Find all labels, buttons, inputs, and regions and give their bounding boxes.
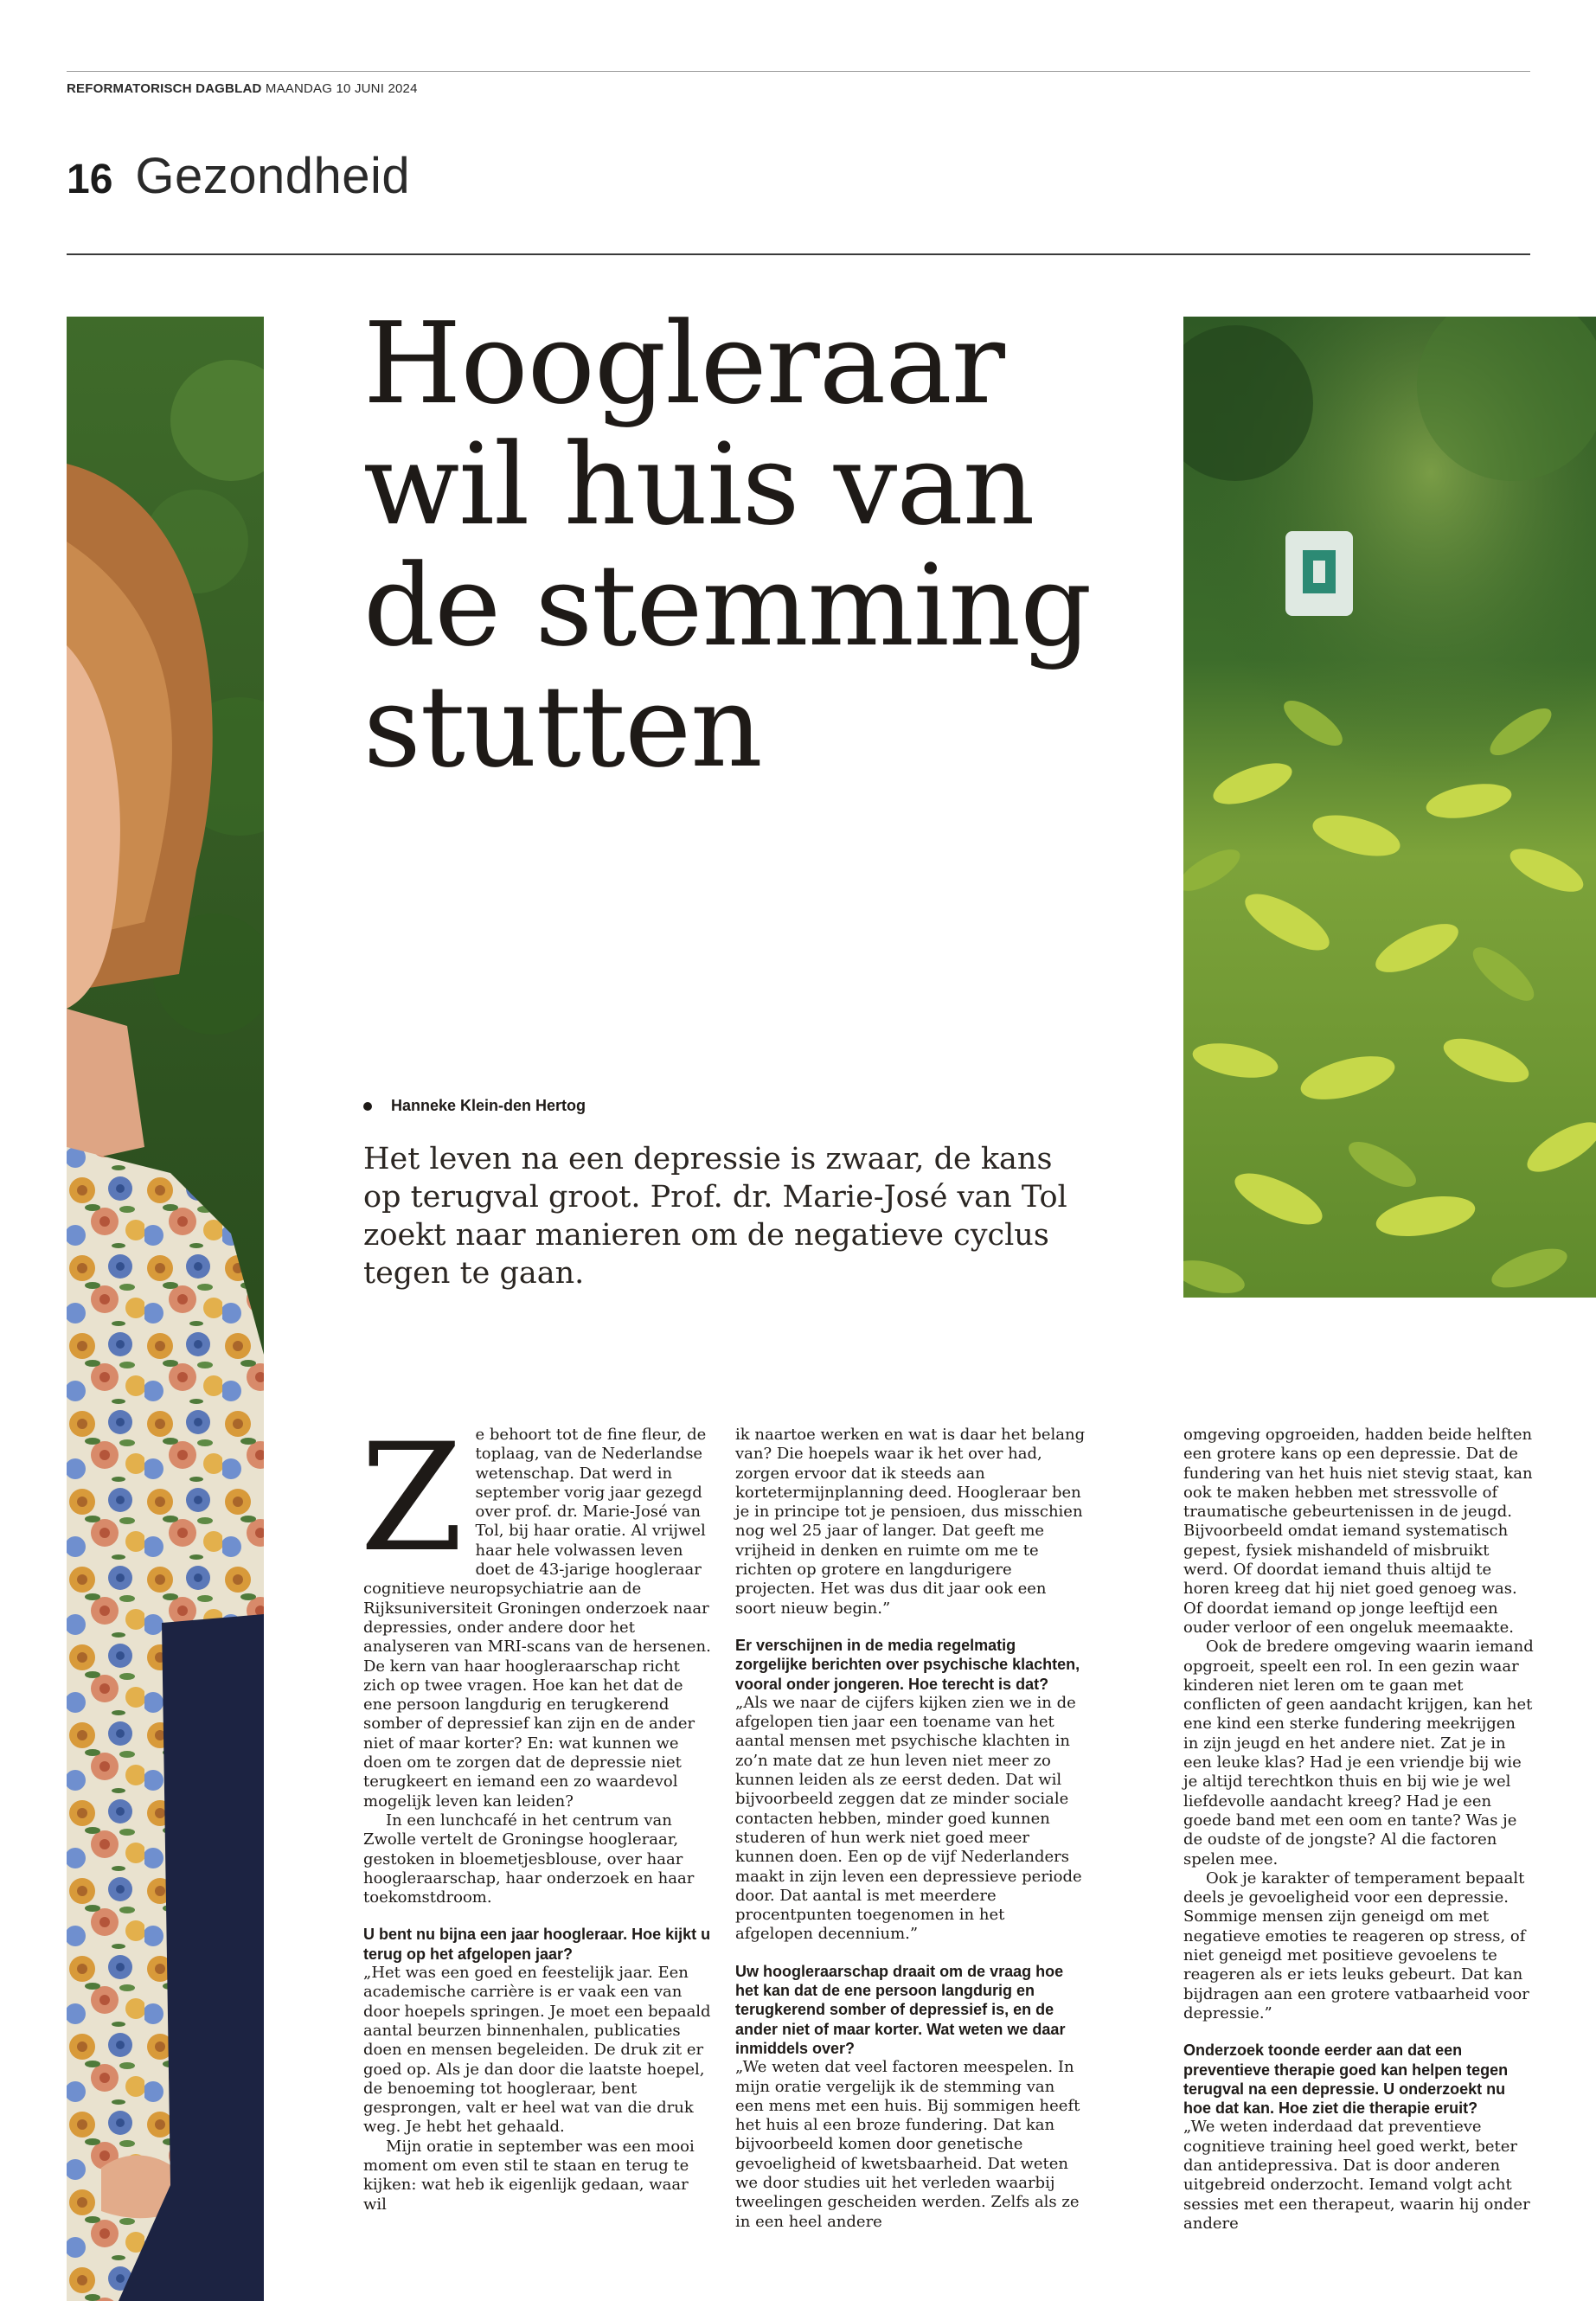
interview-question: Er verschijnen in de media regelmatig zorgelijke berichten over psychische klachten, vooral onder jongeren. Hoe terecht is dat?	[735, 1636, 1080, 1693]
headline-line: de stemming	[363, 540, 1092, 671]
body-paragraph: Ook de bredere omgeving waarin iemand opgroeit, speelt een rol. In een gezin waar kinderen niet leren om te gaan met conflicten of geen aandacht krijgen, kan het ene kind een sterke fundering meekrijgen in zijn jeugd en het andere niet. Zat je in een leuke klas? Had je een vriendje bij wie je altijd terechtkon thuis en bij wie je wel liefdevolle aandacht kreeg? Had je een goede band met een oom en tante? Was je de oudste of de jongste? Al die factoren spelen mee.	[1183, 1638, 1534, 1868]
issue-date: MAANDAG 10 JUNI 2024	[265, 81, 418, 96]
section-name: Gezondheid	[135, 148, 411, 204]
section-header	[67, 147, 411, 204]
interview-question: Onderzoek toonde eerder aan dat een preventieve therapie goed kan helpen tegen terugval na een depressie. U onderzoekt nu hoe dat kan. Hoe ziet die therapie eruit?	[1183, 2041, 1509, 2118]
body-paragraph: omgeving opgroeiden, hadden beide helften een grotere kans op een depressie. Dat de fundering van het huis niet stevig staat, kan ook te maken hebben met stressvolle of traumatische gebeurtenissen in de jeugd. Bijvoorbeeld omdat iemand systematisch gepest, fysiek mishandeld of misbruikt werd. Of doordat iemand thuis altijd te horen kreeg dat hij niet goed genoeg was. Of doordat iemand op jonge leeftijd een ouder verloor of een ongeluk meemaakte.	[1183, 1426, 1533, 1637]
interview-answer: „Het was een goed en feestelijk jaar. Een academische carrière is er vaak een van door hoepels springen. Je moet een bepaald aantal beurzen binnenhalen, publicaties doen en mensen begeleiden. De druk zit er goed op. Als je dan door die laatste hoepel, de benoeming tot hoogleraar, bent gesprongen, valt er heel wat van die druk weg. Je hebt het gehaald.	[363, 1964, 711, 2137]
article-column-1	[360, 1411, 714, 2214]
byline	[363, 1097, 586, 1115]
interview-question: U bent nu bijna een jaar hoogleraar. Hoe kijkt u terug op het afgelopen jaar?	[363, 1926, 711, 1963]
section-rule	[67, 253, 1530, 255]
body-paragraph: ik naartoe werken en wat is daar het belang van? Die hoepels waar ik het over had, zorgen ervoor dat ik steeds aan kortetermijnplanning deed. Hoogleraar ben je in principe tot je pensioen, dus misschien nog wel 25 jaar of langer. Dat geeft me vrijheid in denken en ruimte om me te richten op grotere en langdurigere projecten. Het was dus dit jaar ook een soort nieuw begin.”	[735, 1426, 1086, 1618]
article-headline	[363, 298, 1142, 792]
headline-line: Hoogleraar	[363, 298, 1004, 429]
portrait-photo	[67, 317, 264, 2301]
interview-answer: „We weten inderdaad dat preventieve cognitieve training heel goed werkt, beter dan antidepressiva. Dat is door anderen uitgebreid onderzocht. Iemand volgt acht sessies met een therapeut, waarin hij onder andere	[1183, 2118, 1530, 2233]
body-paragraph: In een lunchcafé in het centrum van Zwolle vertelt de Groningse hoogleraar, gestoken in bloemetjesblouse, over haar hoogleraarschap, haar onderzoek en haar toekomstdroom.	[363, 1811, 695, 1907]
author-name: Hanneke Klein-den Hertog	[391, 1097, 586, 1114]
article-intro: Het leven na een depressie is zwaar, de kans op terugval groot. Prof. dr. Marie-José van Tol zoekt naar manieren om de negatieve cyclus tegen te gaan.	[363, 1142, 1067, 1291]
interview-question: Uw hoogleraarschap draait om de vraag hoe het kan dat de ene persoon langdurig en terugkerend somber of depressief is, en de ander niet of maar korter. Wat weten we daar inmiddels over?	[735, 1962, 1066, 2057]
interview-answer: „Als we naar de cijfers kijken zien we in de afgelopen tien jaar een toename van het aantal mensen met psychische klachten in zo’n mate dat ze hun leven niet meer zo kunnen leiden als ze eerst deden. Dat wil bijvoorbeeld zeggen dat ze minder sociale contacten hebben, minder goed kunnen studeren of hun werk niet goed meer kunnen doen. Een op de vijf Nederlanders maakt in zijn leven een depressieve periode door. Dat aantal is met meerdere procentpunten toegenomen in het afgelopen decennium.”	[735, 1693, 1082, 1944]
masthead	[67, 81, 418, 96]
bullet-icon	[363, 1102, 372, 1111]
headline-line: wil huis van	[363, 419, 1035, 550]
headline-line: stutten	[363, 661, 762, 792]
body-paragraph	[360, 1411, 714, 1811]
lead-text: e behoort tot de fine fleur, de toplaag, van de Nederlandse wetenschap. Dat werd in september vorig jaar gezegd over prof. dr. Marie-José van Tol, bij haar oratie. Al vrijwel haar hele volwassen leven doet de 43-jarige hoogleraar cognitieve neuropsychiatrie aan de Rijksuniversiteit Groningen onderzoek naar depressies, onder andere door het analyseren van MRI-scans van de hersenen. De kern van haar hoogleraarschap richt zich op twee vragen. Hoe kan het dat de ene persoon langdurig en terugkerend somber of depressief kan zijn en de ander niet of maar korter? En: wat kunnen we doen om te zorgen dat de depressie niet terugkeert en iemand een zo waardevol mogelijk leven kan leiden?	[363, 1426, 711, 1811]
body-paragraph: Ook je karakter of temperament bepaalt deels je gevoeligheid voor een depressie. Sommige mensen zijn geneigd om met negatieve emoties te reageren op stress, of niet geneigd met positieve gevoelens te reageren als er iets leuks gebeurt. Dat kan bijdragen aan een grotere vatbaarheid voor depressie.”	[1183, 1868, 1529, 2022]
garden-photo	[1183, 317, 1596, 1298]
body-paragraph: Mijn oratie in september was een mooi moment om even stil te staan en terug te kijken: wat heb ik eigenlijk gedaan, waar wil	[363, 2137, 695, 2214]
drop-cap: Z	[360, 1411, 464, 1585]
interview-answer: „We weten dat veel factoren meespelen. In mijn oratie vergelijk ik de stemming van een mens met een huis. Bij sommigen heeft het huis al een broze fundering. Dat kan bijvoorbeeld komen door genetische gevoeligheid of kwetsbaarheid. Dat weten we door studies uit het verleden waarbij tweelingen gescheiden werden. Zelfs als ze in een heel andere	[735, 2058, 1080, 2231]
page-number: 16	[67, 157, 113, 202]
newspaper-name: REFORMATORISCH DAGBLAD	[67, 81, 262, 96]
article-column-3	[1183, 1426, 1534, 2234]
article-column-2	[735, 1426, 1086, 2232]
masthead-rule	[67, 71, 1530, 72]
